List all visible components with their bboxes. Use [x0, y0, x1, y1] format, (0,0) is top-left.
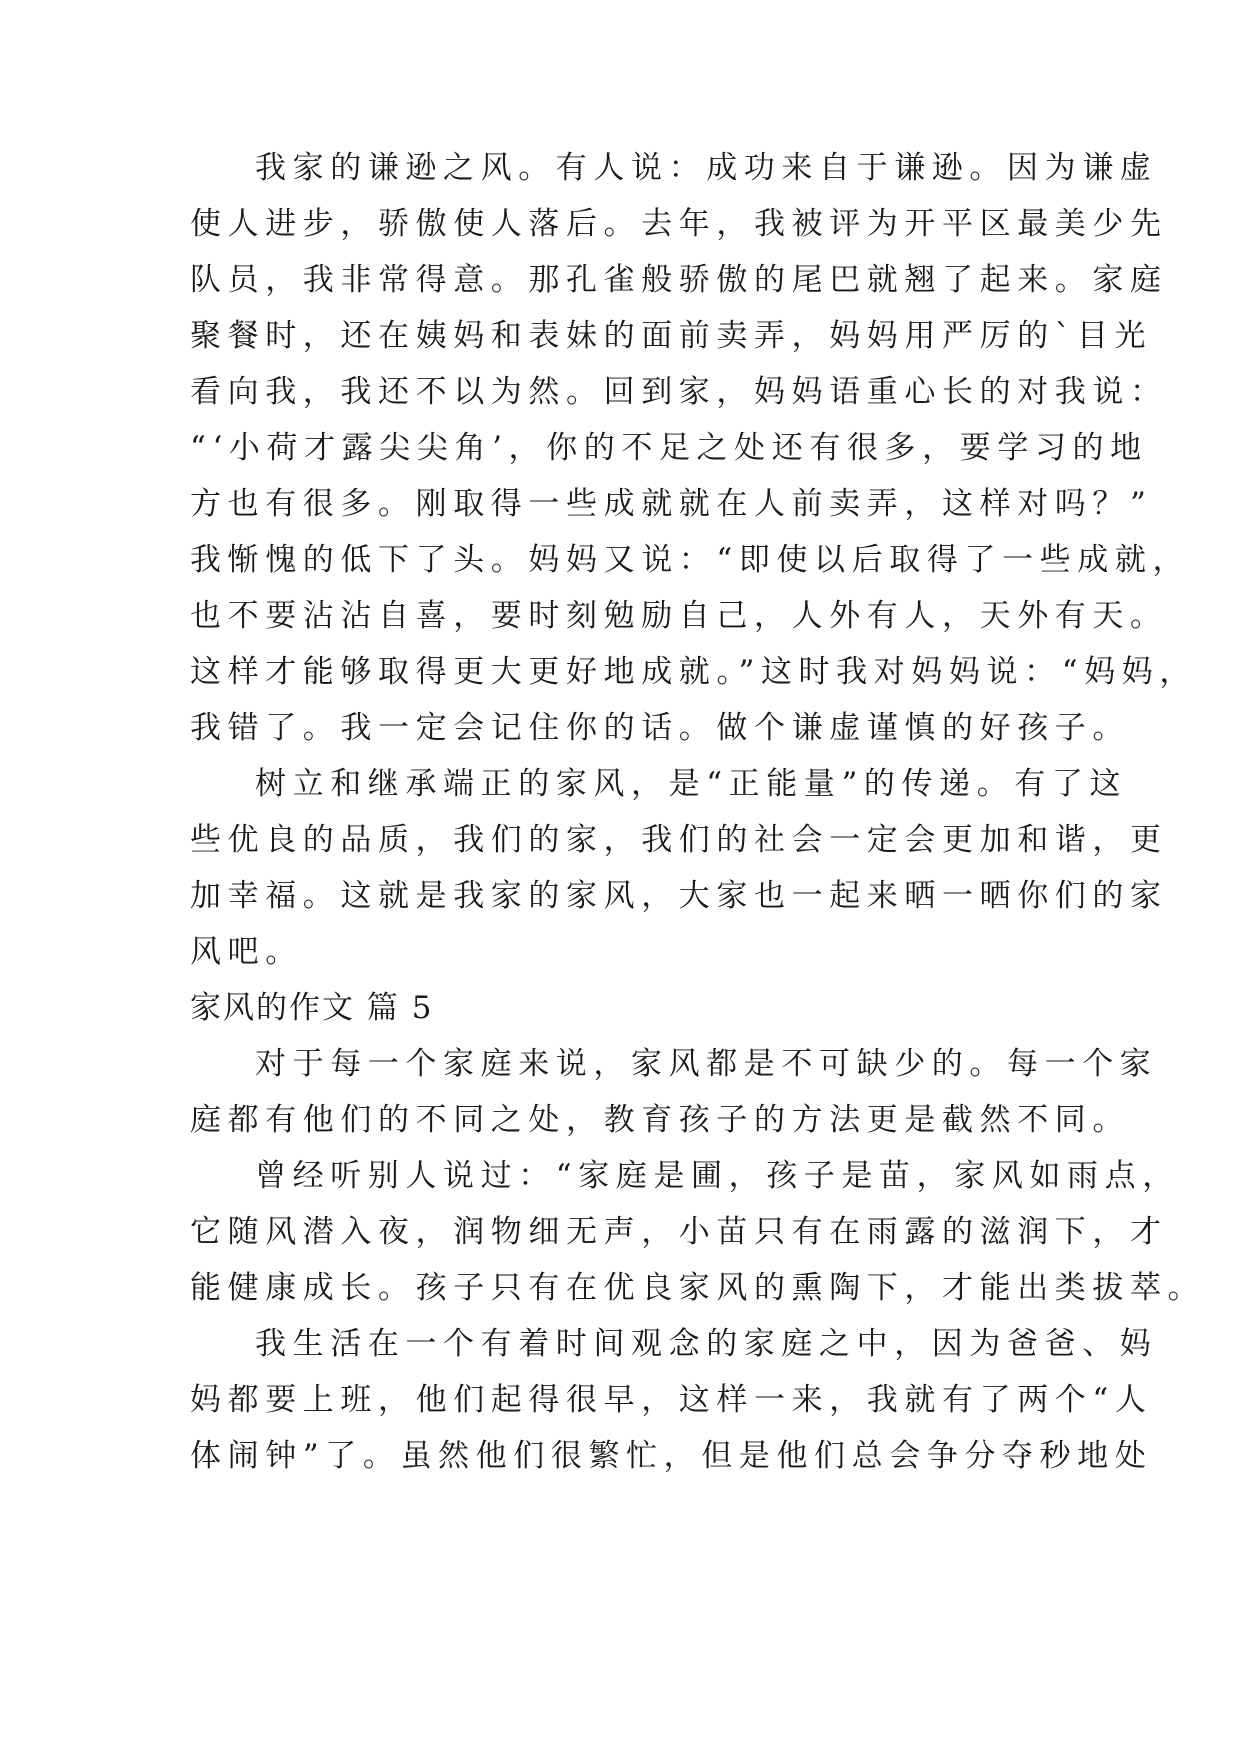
paragraph-line: 妈都要上班，他们起得很早，这样一来，我就有了两个“人: [190, 1382, 1153, 1418]
paragraph-line: 队员，我非常得意。那孔雀般骄傲的尾巴就翘了起来。家庭: [190, 262, 1168, 298]
paragraph-line: 能健康成长。孩子只有在优良家风的熏陶下，才能出类拔萃。: [190, 1270, 1206, 1306]
paragraph-line: 庭都有他们的不同之处，教育孩子的方法更是截然不同。: [190, 1102, 1130, 1138]
paragraph-line: 使人进步，骄傲使人落后。去年，我被评为开平区最美少先: [190, 206, 1168, 242]
paragraph-line: 我错了。我一定会记住你的话。做个谦虚谨慎的好孩子。: [190, 710, 1130, 746]
paragraph-line: “‘小荷才露尖尖角’，你的不足之处还有很多，要学习的地: [190, 430, 1148, 466]
paragraph-line: 树立和继承端正的家风，是“正能量”的传递。有了这: [255, 766, 1128, 802]
paragraph-line: 也不要沾沾自喜，要时刻勉励自己，人外有人，天外有天。: [190, 598, 1168, 634]
paragraph-line: 这样才能够取得更大更好地成就。”这时我对妈妈说：“妈妈，: [190, 654, 1197, 690]
paragraph-line: 我家的谦逊之风。有人说：成功来自于谦逊。因为谦虚: [255, 150, 1158, 186]
paragraph-line: 聚餐时，还在姨妈和表妹的面前卖弄，妈妈用严厉的`目光: [190, 318, 1153, 354]
paragraph-line: 看向我，我还不以为然。回到家，妈妈语重心长的对我说：: [190, 374, 1168, 410]
paragraph-line: 曾经听别人说过：“家庭是圃，孩子是苗，家风如雨点，: [255, 1158, 1180, 1194]
paragraph-line: 它随风潜入夜，润物细无声，小苗只有在雨露的滋润下，才: [190, 1214, 1168, 1250]
paragraph-line: 对于每一个家庭来说，家风都是不可缺少的。每一个家: [255, 1046, 1158, 1082]
paragraph-line: 我生活在一个有着时间观念的家庭之中，因为爸爸、妈: [255, 1326, 1158, 1362]
paragraph-line: 方也有很多。刚取得一些成就就在人前卖弄，这样对吗？”: [190, 486, 1153, 522]
paragraph-line: 加幸福。这就是我家的家风，大家也一起来晒一晒你们的家: [190, 878, 1168, 914]
paragraph-line: 我惭愧的低下了头。妈妈又说：“即使以后取得了一些成就，: [190, 542, 1191, 578]
paragraph-line: 体闹钟”了。虽然他们很繁忙，但是他们总会争分夺秒地处: [190, 1438, 1153, 1474]
paragraph-line: 些优良的品质，我们的家，我们的社会一定会更加和谐，更: [190, 822, 1168, 858]
paragraph-line: 风吧。: [190, 934, 303, 970]
section-heading: 家风的作文 篇 5: [190, 990, 434, 1026]
